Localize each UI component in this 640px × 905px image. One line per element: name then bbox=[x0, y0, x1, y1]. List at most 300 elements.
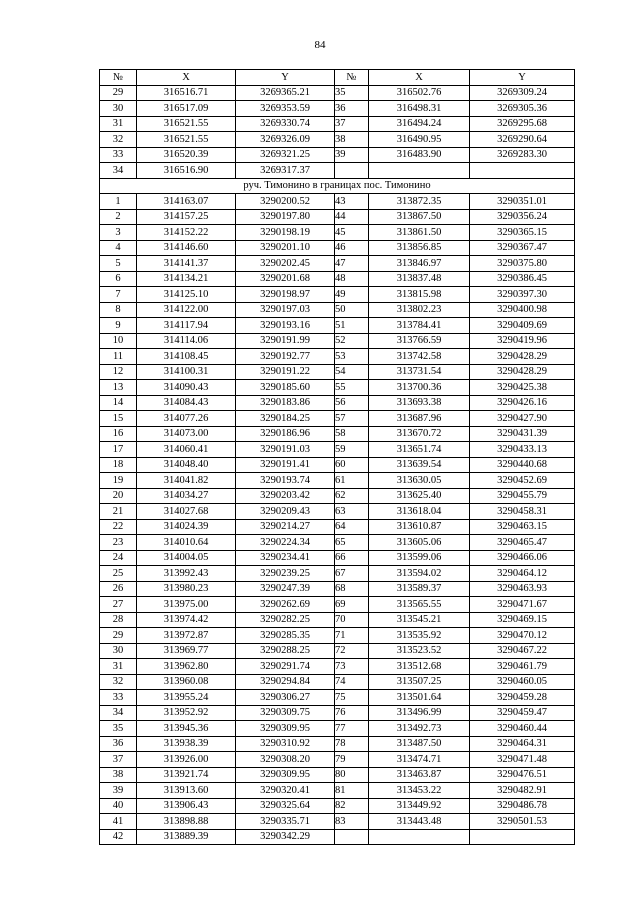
point-number-cell: 46 bbox=[335, 240, 369, 256]
coord-y-cell: 3290288.25 bbox=[236, 643, 335, 659]
table-row bbox=[100, 116, 575, 132]
point-number-cell: 71 bbox=[335, 628, 369, 644]
coord-x-cell: 313837.48 bbox=[369, 271, 470, 287]
coord-x-cell: 313867.50 bbox=[369, 209, 470, 225]
coord-y-cell: 3269326.09 bbox=[236, 132, 335, 148]
point-number-cell: 60 bbox=[335, 457, 369, 473]
coord-x-cell: 313913.60 bbox=[137, 783, 236, 799]
table-row bbox=[100, 318, 575, 334]
coord-x-cell bbox=[369, 829, 470, 845]
table-row bbox=[100, 163, 575, 179]
coord-y-cell: 3290365.15 bbox=[470, 225, 575, 241]
coord-x-cell: 314073.00 bbox=[137, 426, 236, 442]
coord-x-cell: 314146.60 bbox=[137, 240, 236, 256]
coord-y-cell: 3290486.78 bbox=[470, 798, 575, 814]
point-number-cell: 80 bbox=[335, 767, 369, 783]
coord-y-cell: 3290463.15 bbox=[470, 519, 575, 535]
table-row bbox=[100, 395, 575, 411]
coord-y-cell: 3290433.13 bbox=[470, 442, 575, 458]
table-row bbox=[100, 411, 575, 427]
coord-y-cell: 3269295.68 bbox=[470, 116, 575, 132]
coord-y-cell: 3290452.69 bbox=[470, 473, 575, 489]
coord-x-cell: 314125.10 bbox=[137, 287, 236, 303]
point-number-cell: 7 bbox=[100, 287, 137, 303]
table-row bbox=[100, 364, 575, 380]
coord-x-cell: 313938.39 bbox=[137, 736, 236, 752]
coord-x-cell: 314114.06 bbox=[137, 333, 236, 349]
table-row bbox=[100, 426, 575, 442]
point-number-cell: 81 bbox=[335, 783, 369, 799]
coord-y-cell: 3290386.45 bbox=[470, 271, 575, 287]
coord-x-cell: 313512.68 bbox=[369, 659, 470, 675]
table-row bbox=[100, 550, 575, 566]
coord-y-cell: 3290294.84 bbox=[236, 674, 335, 690]
table-row bbox=[100, 132, 575, 148]
coord-y-cell: 3290202.45 bbox=[236, 256, 335, 272]
table-row bbox=[100, 767, 575, 783]
table-row bbox=[100, 442, 575, 458]
page-number: 84 bbox=[314, 39, 326, 51]
coord-x-cell: 313599.06 bbox=[369, 550, 470, 566]
point-number-cell bbox=[335, 163, 369, 179]
coord-x-cell: 313545.21 bbox=[369, 612, 470, 628]
point-number-cell: 31 bbox=[100, 116, 137, 132]
point-number-cell: 22 bbox=[100, 519, 137, 535]
point-number-cell bbox=[335, 829, 369, 845]
coord-x-cell: 313700.36 bbox=[369, 380, 470, 396]
table-row bbox=[100, 147, 575, 163]
point-number-cell: 38 bbox=[335, 132, 369, 148]
coord-x-cell: 316490.95 bbox=[369, 132, 470, 148]
coord-x-cell: 316516.90 bbox=[137, 163, 236, 179]
point-number-cell: 77 bbox=[335, 721, 369, 737]
coord-y-cell: 3290419.96 bbox=[470, 333, 575, 349]
point-number-cell: 32 bbox=[100, 674, 137, 690]
point-number-cell: 35 bbox=[100, 721, 137, 737]
coord-y-cell: 3290185.60 bbox=[236, 380, 335, 396]
coord-y-cell: 3290335.71 bbox=[236, 814, 335, 830]
coord-x-cell: 313487.50 bbox=[369, 736, 470, 752]
coord-y-cell: 3290463.93 bbox=[470, 581, 575, 597]
point-number-cell: 27 bbox=[100, 597, 137, 613]
coord-y-cell: 3290200.52 bbox=[236, 194, 335, 210]
coord-x-cell: 313802.23 bbox=[369, 302, 470, 318]
point-number-cell: 20 bbox=[100, 488, 137, 504]
coord-x-cell: 316502.76 bbox=[369, 85, 470, 101]
point-number-cell: 12 bbox=[100, 364, 137, 380]
table-row bbox=[100, 690, 575, 706]
coord-y-cell: 3290308.20 bbox=[236, 752, 335, 768]
point-number-cell: 14 bbox=[100, 395, 137, 411]
table-row bbox=[100, 504, 575, 520]
coord-x-cell: 313969.77 bbox=[137, 643, 236, 659]
coord-x-cell: 314141.37 bbox=[137, 256, 236, 272]
point-number-cell: 29 bbox=[100, 628, 137, 644]
section-title: руч. Тимонино в границах пос. Тимонино bbox=[100, 178, 575, 194]
point-number-cell: 8 bbox=[100, 302, 137, 318]
coord-x-cell: 313463.87 bbox=[369, 767, 470, 783]
table-row bbox=[100, 349, 575, 365]
coord-y-cell: 3290214.27 bbox=[236, 519, 335, 535]
point-number-cell: 38 bbox=[100, 767, 137, 783]
table-row bbox=[100, 581, 575, 597]
table-row bbox=[100, 271, 575, 287]
coord-x-cell: 313474.71 bbox=[369, 752, 470, 768]
coord-y-cell: 3269365.21 bbox=[236, 85, 335, 101]
coord-x-cell: 313766.59 bbox=[369, 333, 470, 349]
point-number-cell: 37 bbox=[335, 116, 369, 132]
coord-x-cell: 313945.36 bbox=[137, 721, 236, 737]
coord-y-cell: 3290400.98 bbox=[470, 302, 575, 318]
coord-x-cell: 313898.88 bbox=[137, 814, 236, 830]
coord-y-cell: 3290440.68 bbox=[470, 457, 575, 473]
point-number-cell: 82 bbox=[335, 798, 369, 814]
coord-x-cell: 314024.39 bbox=[137, 519, 236, 535]
coord-x-cell: 313453.22 bbox=[369, 783, 470, 799]
table-row bbox=[100, 225, 575, 241]
coord-x-cell: 313742.58 bbox=[369, 349, 470, 365]
coord-y-cell: 3290427.90 bbox=[470, 411, 575, 427]
coord-y-cell: 3290397.30 bbox=[470, 287, 575, 303]
coord-x-cell: 314152.22 bbox=[137, 225, 236, 241]
coord-y-cell: 3290425.38 bbox=[470, 380, 575, 396]
point-number-cell: 69 bbox=[335, 597, 369, 613]
point-number-cell: 39 bbox=[100, 783, 137, 799]
coord-y-cell: 3290197.03 bbox=[236, 302, 335, 318]
coord-y-cell: 3290183.86 bbox=[236, 395, 335, 411]
point-number-cell: 5 bbox=[100, 256, 137, 272]
coord-y-cell: 3290428.29 bbox=[470, 364, 575, 380]
coord-y-cell: 3290306.27 bbox=[236, 690, 335, 706]
coord-x-cell: 314157.25 bbox=[137, 209, 236, 225]
coord-y-cell: 3290209.43 bbox=[236, 504, 335, 520]
coord-x-cell: 313535.92 bbox=[369, 628, 470, 644]
table-row bbox=[100, 240, 575, 256]
coord-y-cell: 3290426.16 bbox=[470, 395, 575, 411]
table-row bbox=[100, 194, 575, 210]
coord-y-cell: 3290191.03 bbox=[236, 442, 335, 458]
coord-y-cell: 3290239.25 bbox=[236, 566, 335, 582]
coord-x-cell: 313856.85 bbox=[369, 240, 470, 256]
point-number-cell: 25 bbox=[100, 566, 137, 582]
point-number-cell: 75 bbox=[335, 690, 369, 706]
point-number-cell: 45 bbox=[335, 225, 369, 241]
point-number-cell: 39 bbox=[335, 147, 369, 163]
coord-y-cell: 3290471.48 bbox=[470, 752, 575, 768]
coord-y-cell: 3290367.47 bbox=[470, 240, 575, 256]
coord-x-cell: 313784.41 bbox=[369, 318, 470, 334]
point-number-cell: 32 bbox=[100, 132, 137, 148]
point-number-cell: 2 bbox=[100, 209, 137, 225]
coord-y-cell: 3290471.67 bbox=[470, 597, 575, 613]
coord-x-cell: 314060.41 bbox=[137, 442, 236, 458]
point-number-cell: 4 bbox=[100, 240, 137, 256]
point-number-cell: 55 bbox=[335, 380, 369, 396]
point-number-cell: 36 bbox=[335, 101, 369, 117]
coord-x-cell: 314134.21 bbox=[137, 271, 236, 287]
coord-y-cell: 3290201.68 bbox=[236, 271, 335, 287]
point-number-cell: 42 bbox=[100, 829, 137, 845]
coord-x-cell: 313507.25 bbox=[369, 674, 470, 690]
coord-y-cell: 3290342.29 bbox=[236, 829, 335, 845]
coord-x-cell: 314090.43 bbox=[137, 380, 236, 396]
point-number-cell: 57 bbox=[335, 411, 369, 427]
coord-x-cell: 313670.72 bbox=[369, 426, 470, 442]
point-number-cell: 74 bbox=[335, 674, 369, 690]
table-row bbox=[100, 488, 575, 504]
point-number-cell: 41 bbox=[100, 814, 137, 830]
table-row bbox=[100, 752, 575, 768]
coord-x-cell: 316517.09 bbox=[137, 101, 236, 117]
coord-x-cell: 314163.07 bbox=[137, 194, 236, 210]
point-number-cell: 30 bbox=[100, 643, 137, 659]
point-number-cell: 36 bbox=[100, 736, 137, 752]
coord-x-cell: 313630.05 bbox=[369, 473, 470, 489]
coord-x-cell: 313651.74 bbox=[369, 442, 470, 458]
point-number-cell: 58 bbox=[335, 426, 369, 442]
coord-y-cell: 3290320.41 bbox=[236, 783, 335, 799]
coord-y-cell: 3290203.42 bbox=[236, 488, 335, 504]
coord-y-cell: 3290234.41 bbox=[236, 550, 335, 566]
coord-y-cell: 3290428.29 bbox=[470, 349, 575, 365]
coord-x-cell: 314077.26 bbox=[137, 411, 236, 427]
table-row bbox=[100, 643, 575, 659]
coord-y-cell: 3290309.95 bbox=[236, 767, 335, 783]
point-number-cell: 15 bbox=[100, 411, 137, 427]
coord-x-cell: 314084.43 bbox=[137, 395, 236, 411]
point-number-cell: 83 bbox=[335, 814, 369, 830]
coord-x-cell: 313565.55 bbox=[369, 597, 470, 613]
coord-y-cell: 3290282.25 bbox=[236, 612, 335, 628]
coord-y-cell: 3290466.06 bbox=[470, 550, 575, 566]
point-number-cell: 51 bbox=[335, 318, 369, 334]
block1-body bbox=[100, 85, 575, 178]
coord-y-cell: 3269305.36 bbox=[470, 101, 575, 117]
coord-x-cell: 313731.54 bbox=[369, 364, 470, 380]
coord-y-cell: 3290461.79 bbox=[470, 659, 575, 675]
coord-x-cell bbox=[369, 163, 470, 179]
point-number-cell: 16 bbox=[100, 426, 137, 442]
coord-y-cell: 3290247.39 bbox=[236, 581, 335, 597]
coord-x-cell: 313952.92 bbox=[137, 705, 236, 721]
point-number-cell: 52 bbox=[335, 333, 369, 349]
table-row bbox=[100, 473, 575, 489]
table-row bbox=[100, 674, 575, 690]
coord-y-cell: 3290482.91 bbox=[470, 783, 575, 799]
coord-x-cell: 314100.31 bbox=[137, 364, 236, 380]
table-row bbox=[100, 566, 575, 582]
point-number-cell: 65 bbox=[335, 535, 369, 551]
coord-y-cell: 3290476.51 bbox=[470, 767, 575, 783]
point-number-cell: 54 bbox=[335, 364, 369, 380]
coord-y-cell: 3269309.24 bbox=[470, 85, 575, 101]
header-x-left: X bbox=[137, 70, 236, 86]
table-row bbox=[100, 783, 575, 799]
coord-y-cell: 3269290.64 bbox=[470, 132, 575, 148]
header-num-right: № bbox=[335, 70, 369, 86]
table-row bbox=[100, 798, 575, 814]
coord-y-cell: 3290501.53 bbox=[470, 814, 575, 830]
table-row bbox=[100, 814, 575, 830]
table-row bbox=[100, 256, 575, 272]
header-num-left: № bbox=[100, 70, 137, 86]
point-number-cell: 35 bbox=[335, 85, 369, 101]
point-number-cell: 9 bbox=[100, 318, 137, 334]
header-y-left: Y bbox=[236, 70, 335, 86]
coord-y-cell: 3290470.12 bbox=[470, 628, 575, 644]
point-number-cell: 24 bbox=[100, 550, 137, 566]
coord-x-cell: 313872.35 bbox=[369, 194, 470, 210]
coord-y-cell bbox=[470, 829, 575, 845]
point-number-cell: 64 bbox=[335, 519, 369, 535]
coord-x-cell: 313625.40 bbox=[369, 488, 470, 504]
coord-y-cell: 3290191.41 bbox=[236, 457, 335, 473]
point-number-cell: 76 bbox=[335, 705, 369, 721]
point-number-cell: 53 bbox=[335, 349, 369, 365]
coord-x-cell: 314122.00 bbox=[137, 302, 236, 318]
coord-y-cell: 3290285.35 bbox=[236, 628, 335, 644]
coord-x-cell: 313960.08 bbox=[137, 674, 236, 690]
coord-y-cell: 3290193.16 bbox=[236, 318, 335, 334]
coord-y-cell: 3290201.10 bbox=[236, 240, 335, 256]
coord-x-cell: 316483.90 bbox=[369, 147, 470, 163]
table-row bbox=[100, 628, 575, 644]
coord-y-cell: 3290184.25 bbox=[236, 411, 335, 427]
point-number-cell: 10 bbox=[100, 333, 137, 349]
coord-y-cell: 3290310.92 bbox=[236, 736, 335, 752]
coord-x-cell: 313962.80 bbox=[137, 659, 236, 675]
point-number-cell: 63 bbox=[335, 504, 369, 520]
point-number-cell: 6 bbox=[100, 271, 137, 287]
coord-x-cell: 313861.50 bbox=[369, 225, 470, 241]
point-number-cell: 78 bbox=[335, 736, 369, 752]
coord-x-cell: 313605.06 bbox=[369, 535, 470, 551]
coord-y-cell: 3269283.30 bbox=[470, 147, 575, 163]
table-row bbox=[100, 535, 575, 551]
table-row bbox=[100, 85, 575, 101]
coord-x-cell: 313449.92 bbox=[369, 798, 470, 814]
block2-body bbox=[100, 194, 575, 845]
table-row bbox=[100, 457, 575, 473]
coord-x-cell: 314034.27 bbox=[137, 488, 236, 504]
point-number-cell: 72 bbox=[335, 643, 369, 659]
coord-y-cell: 3290431.39 bbox=[470, 426, 575, 442]
table-row bbox=[100, 612, 575, 628]
point-number-cell: 18 bbox=[100, 457, 137, 473]
coord-y-cell: 3269330.74 bbox=[236, 116, 335, 132]
coord-x-cell: 313610.87 bbox=[369, 519, 470, 535]
coord-x-cell: 313974.42 bbox=[137, 612, 236, 628]
coord-x-cell: 314048.40 bbox=[137, 457, 236, 473]
point-number-cell: 40 bbox=[100, 798, 137, 814]
coord-y-cell: 3290455.79 bbox=[470, 488, 575, 504]
coord-y-cell: 3290409.69 bbox=[470, 318, 575, 334]
coord-x-cell: 316498.31 bbox=[369, 101, 470, 117]
point-number-cell: 73 bbox=[335, 659, 369, 675]
table-row bbox=[100, 736, 575, 752]
coord-y-cell: 3290291.74 bbox=[236, 659, 335, 675]
table-row bbox=[100, 209, 575, 225]
point-number-cell: 33 bbox=[100, 147, 137, 163]
point-number-cell: 29 bbox=[100, 85, 137, 101]
coord-x-cell: 313523.52 bbox=[369, 643, 470, 659]
point-number-cell: 37 bbox=[100, 752, 137, 768]
coord-y-cell: 3269321.25 bbox=[236, 147, 335, 163]
point-number-cell: 23 bbox=[100, 535, 137, 551]
coord-y-cell: 3290224.34 bbox=[236, 535, 335, 551]
coord-y-cell: 3290351.01 bbox=[470, 194, 575, 210]
coord-x-cell: 313955.24 bbox=[137, 690, 236, 706]
point-number-cell: 1 bbox=[100, 194, 137, 210]
coord-y-cell: 3290375.80 bbox=[470, 256, 575, 272]
coord-x-cell: 313846.97 bbox=[369, 256, 470, 272]
point-number-cell: 59 bbox=[335, 442, 369, 458]
coord-x-cell: 313906.43 bbox=[137, 798, 236, 814]
table-row bbox=[100, 829, 575, 845]
coord-y-cell: 3290464.31 bbox=[470, 736, 575, 752]
point-number-cell: 70 bbox=[335, 612, 369, 628]
table-row bbox=[100, 287, 575, 303]
table-row bbox=[100, 333, 575, 349]
table-row bbox=[100, 597, 575, 613]
point-number-cell: 43 bbox=[335, 194, 369, 210]
coord-x-cell: 313693.38 bbox=[369, 395, 470, 411]
coord-x-cell: 314027.68 bbox=[137, 504, 236, 520]
point-number-cell: 28 bbox=[100, 612, 137, 628]
point-number-cell: 67 bbox=[335, 566, 369, 582]
coord-x-cell: 313496.99 bbox=[369, 705, 470, 721]
point-number-cell: 11 bbox=[100, 349, 137, 365]
coord-y-cell: 3290192.77 bbox=[236, 349, 335, 365]
point-number-cell: 47 bbox=[335, 256, 369, 272]
point-number-cell: 17 bbox=[100, 442, 137, 458]
coord-y-cell: 3290467.22 bbox=[470, 643, 575, 659]
coord-y-cell: 3290191.99 bbox=[236, 333, 335, 349]
point-number-cell: 79 bbox=[335, 752, 369, 768]
coordinates-table bbox=[99, 69, 575, 845]
header-x-right: X bbox=[369, 70, 470, 86]
coord-x-cell: 314010.64 bbox=[137, 535, 236, 551]
coord-x-cell: 314004.05 bbox=[137, 550, 236, 566]
coord-x-cell: 316494.24 bbox=[369, 116, 470, 132]
coord-y-cell: 3290198.19 bbox=[236, 225, 335, 241]
coord-x-cell: 314117.94 bbox=[137, 318, 236, 334]
point-number-cell: 21 bbox=[100, 504, 137, 520]
point-number-cell: 34 bbox=[100, 705, 137, 721]
coord-y-cell: 3290464.12 bbox=[470, 566, 575, 582]
coord-x-cell: 313594.02 bbox=[369, 566, 470, 582]
coord-x-cell: 313980.23 bbox=[137, 581, 236, 597]
table-row bbox=[100, 721, 575, 737]
coord-x-cell: 313889.39 bbox=[137, 829, 236, 845]
point-number-cell: 31 bbox=[100, 659, 137, 675]
coord-x-cell: 313618.04 bbox=[369, 504, 470, 520]
coord-x-cell: 316521.55 bbox=[137, 116, 236, 132]
coord-y-cell: 3290465.47 bbox=[470, 535, 575, 551]
table-row bbox=[100, 519, 575, 535]
table-row bbox=[100, 101, 575, 117]
point-number-cell: 49 bbox=[335, 287, 369, 303]
table-row bbox=[100, 380, 575, 396]
point-number-cell: 19 bbox=[100, 473, 137, 489]
coord-y-cell: 3290459.28 bbox=[470, 690, 575, 706]
coord-x-cell: 316521.55 bbox=[137, 132, 236, 148]
coord-x-cell: 313639.54 bbox=[369, 457, 470, 473]
table-row bbox=[100, 659, 575, 675]
coord-y-cell: 3269317.37 bbox=[236, 163, 335, 179]
coord-x-cell: 313687.96 bbox=[369, 411, 470, 427]
coord-y-cell: 3290186.96 bbox=[236, 426, 335, 442]
